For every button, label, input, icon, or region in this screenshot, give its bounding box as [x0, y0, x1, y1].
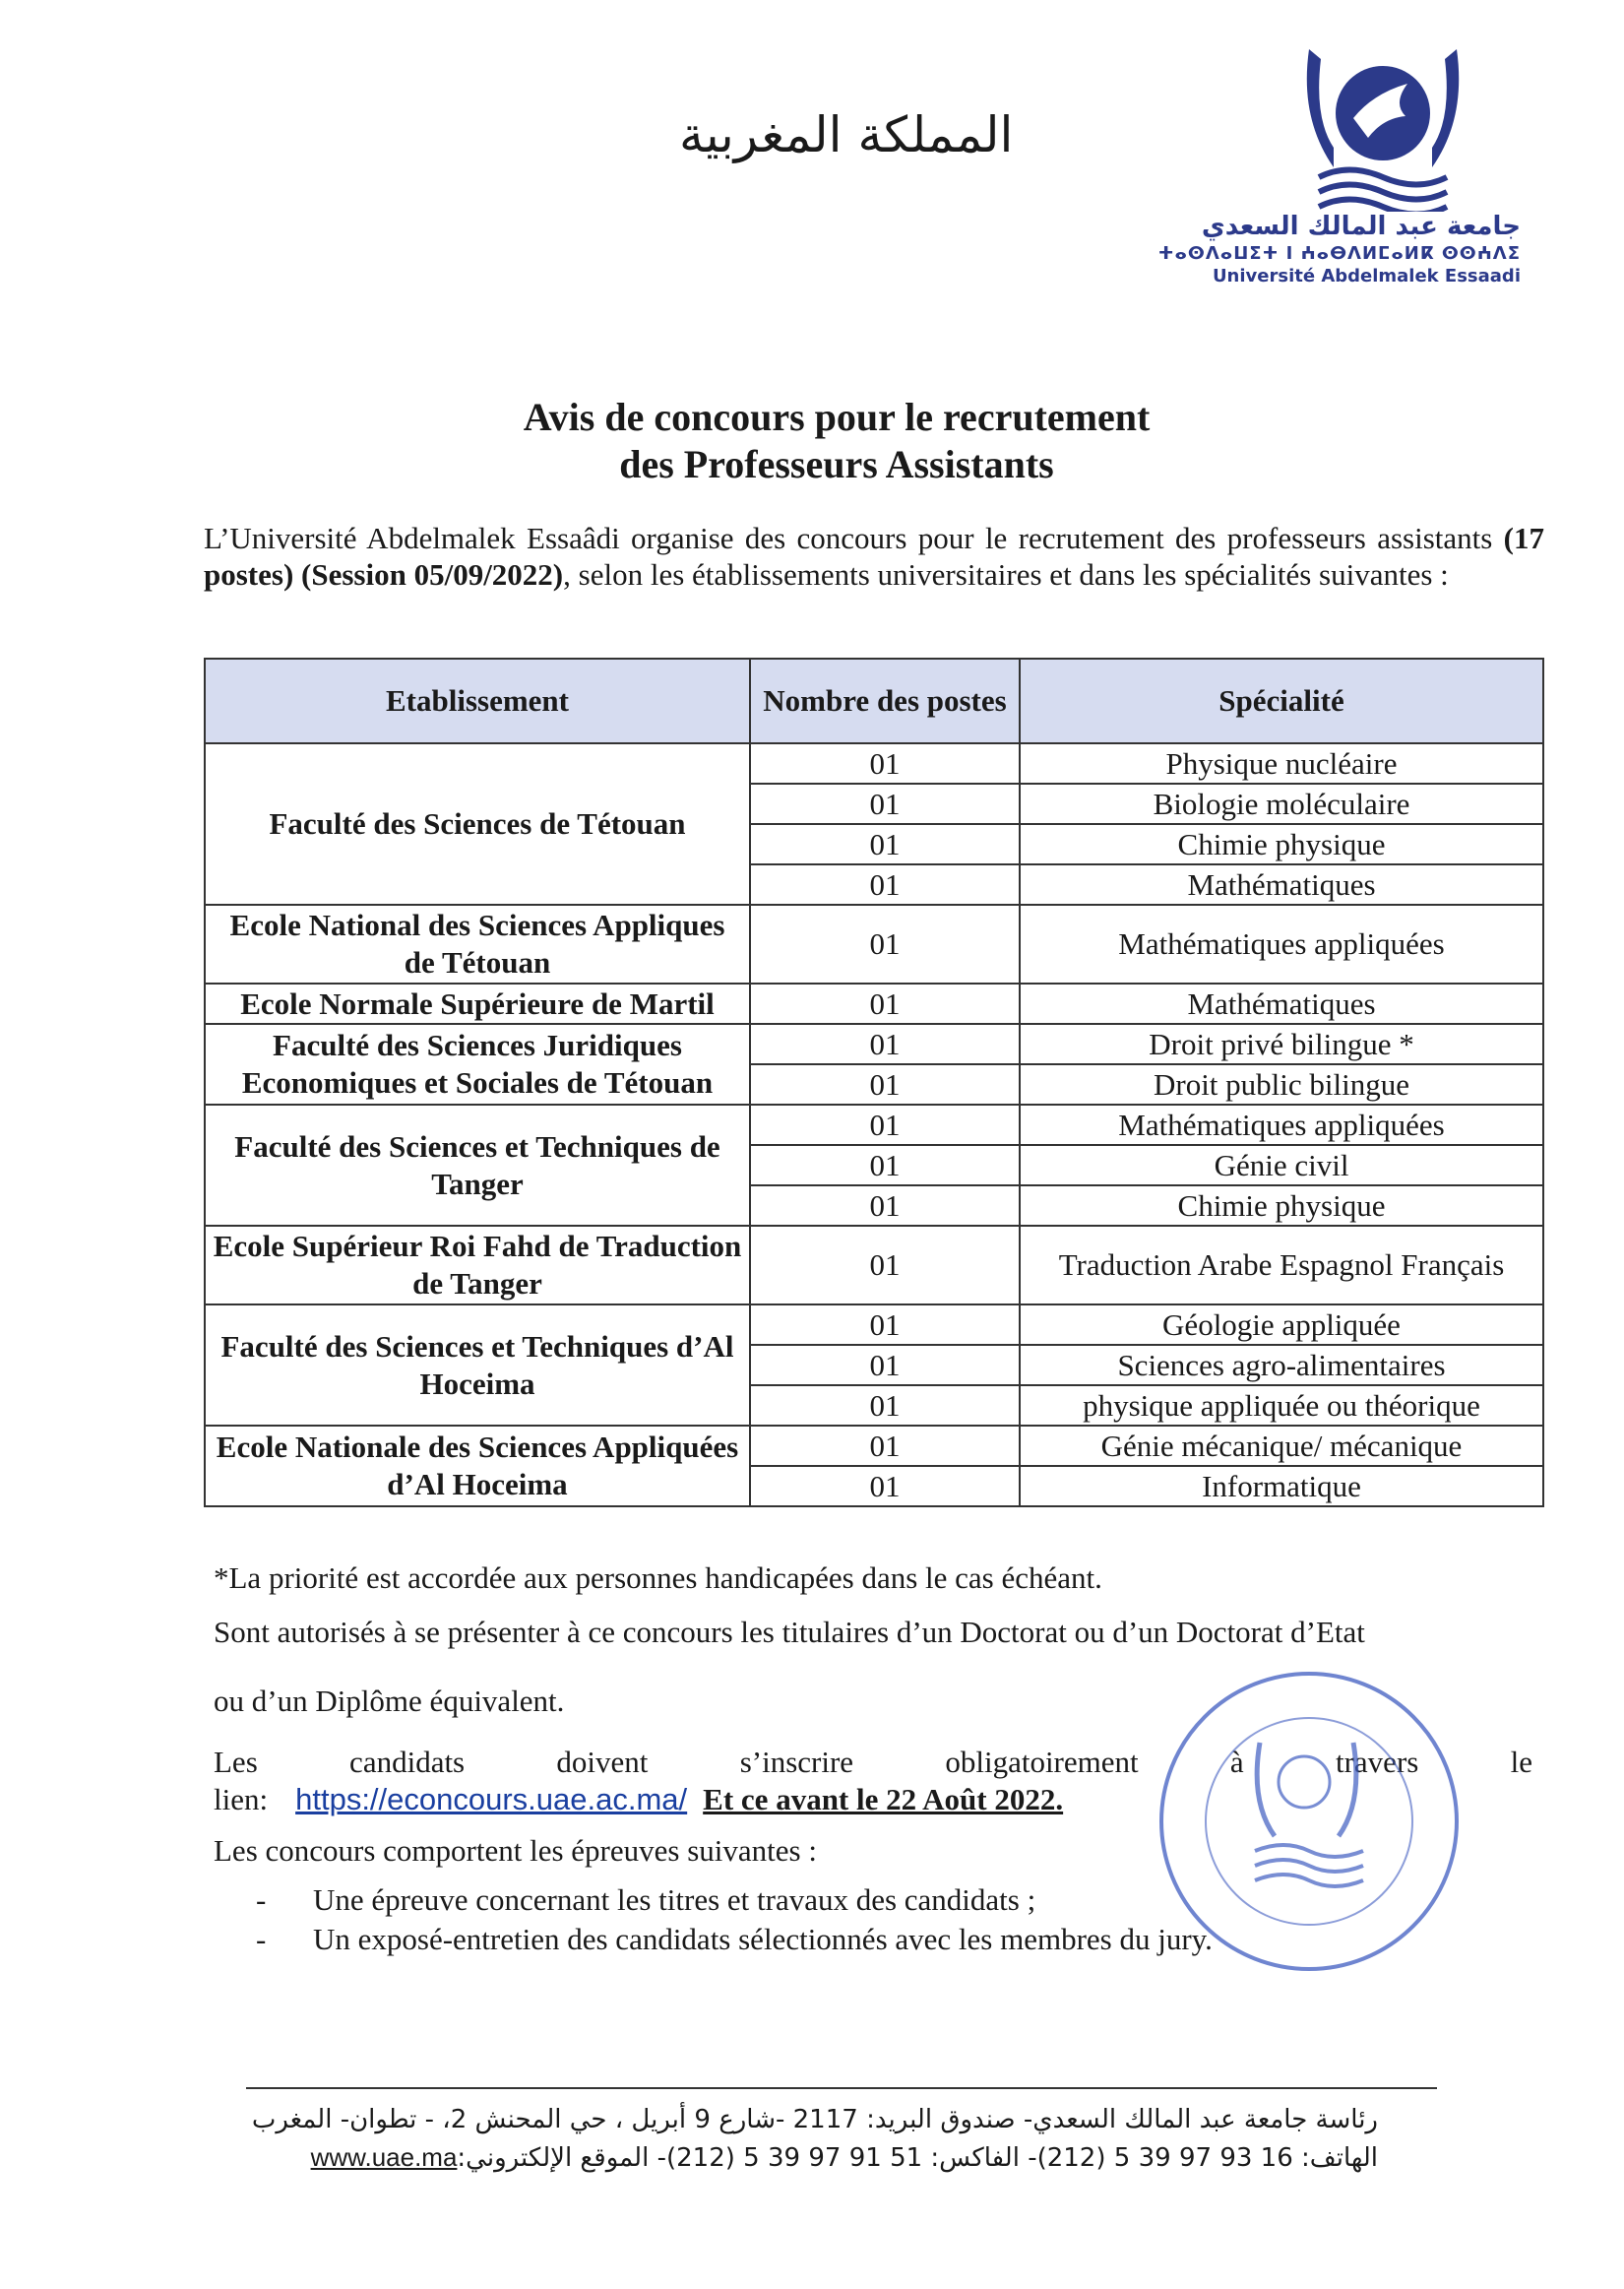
footer-address: رئاسة جامعة عبد المالك السعدي- صندوق البريد: 2117 -شارع 9 أبريل ، حي المحنش 2، - تطوان- المغرب: [251, 2105, 1378, 2134]
logo-arabic-name: جامعة عبد المالك السعدي: [1201, 212, 1521, 241]
logo-tifinagh-name: ⵜⴰⵙⴷⴰⵡⵉⵜ ⵏ ⵄⴰⴱⴷⵍⵎⴰⵍⴽ ⵙⵙⵄⴷⵉ: [1157, 243, 1521, 264]
intro-text-start: L’Université Abdelmalek Essaâdi organise des concours pour le recrutement des professeurs assistants: [204, 521, 1504, 555]
logo-french-name: Université Abdelmalek Essaadi: [1212, 266, 1521, 286]
specialite-cell: Mathématiques: [1020, 984, 1543, 1024]
page-title-line2: des Professeurs Assistants: [619, 442, 1054, 486]
specialite-cell: Mathématiques: [1020, 864, 1543, 905]
specialite-cell: Traduction Arabe Espagnol Français: [1020, 1226, 1543, 1304]
epreuves-intro: Les concours comportent les épreuves suivantes :: [214, 1833, 817, 1868]
specialite-cell: Mathématiques appliquées: [1020, 1105, 1543, 1145]
epreuves-list: [256, 1880, 1213, 1959]
specialite-cell: Génie mécanique/ mécanique: [1020, 1426, 1543, 1466]
footer-divider: [246, 2087, 1437, 2089]
specialite-cell: Chimie physique: [1020, 1185, 1543, 1226]
postes-cell: 01: [750, 864, 1020, 905]
specialite-cell: Chimie physique: [1020, 824, 1543, 864]
postes-cell: 01: [750, 1466, 1020, 1506]
postes-cell: 01: [750, 1185, 1020, 1226]
footer-phone-fax: الهاتف: 16 93 97 39 5 (212)- الفاكس: 51 91 97 39 5 (212)- الموقع الإلكتروني:: [457, 2143, 1378, 2173]
list-item: - Un exposé-entretien des candidats sélectionnés avec les membres du jury.: [256, 1920, 1213, 1959]
specialite-cell: physique appliquée ou théorique: [1020, 1385, 1543, 1426]
postes-cell: 01: [750, 905, 1020, 984]
official-stamp-icon: [1147, 1664, 1471, 1979]
postes-cell: 01: [750, 824, 1020, 864]
priority-note: *La priorité est accordée aux personnes handicapées dans le cas échéant.: [214, 1560, 1102, 1595]
positions-table: [204, 658, 1544, 1507]
footer-website-link[interactable]: www.uae.ma: [310, 2142, 458, 2172]
specialite-cell: Génie civil: [1020, 1145, 1543, 1185]
intro-text-end: , selon les établissements universitaires et dans les spécialités suivantes :: [563, 557, 1449, 592]
table-row: [205, 905, 1543, 984]
etablissement-cell: Ecole National des Sciences Appliques de Tétouan: [205, 905, 750, 984]
page-title-line1: Avis de concours pour le recrutement: [523, 395, 1151, 439]
etablissement-cell: Ecole Supérieur Roi Fahd de Traduction de Tanger: [205, 1226, 750, 1304]
specialite-cell: Sciences agro-alimentaires: [1020, 1345, 1543, 1385]
list-item: - Une épreuve concernant les titres et travaux des candidats ;: [256, 1880, 1213, 1920]
header-specialite: Spécialité: [1020, 659, 1543, 743]
table-row: [205, 1105, 1543, 1145]
postes-cell: 01: [750, 1024, 1020, 1064]
postes-cell: 01: [750, 1064, 1020, 1105]
registration-text: Les candidats doivent s’inscrire obligatoirement à travers le: [214, 1745, 1532, 1779]
etablissement-cell: Faculté des Sciences de Tétouan: [205, 743, 750, 905]
specialite-cell: Géologie appliquée: [1020, 1304, 1543, 1345]
eligibility-text-cont: ou d’un Diplôme équivalent.: [214, 1684, 565, 1718]
table-row: [205, 743, 1543, 784]
postes-cell: 01: [750, 784, 1020, 824]
etablissement-cell: Faculté des Sciences et Techniques d’Al Hoceima: [205, 1304, 750, 1426]
specialite-cell: Droit privé bilingue *: [1020, 1024, 1543, 1064]
session-date: (Session 05/09/2022): [301, 557, 564, 592]
eligibility-text: Sont autorisés à se présenter à ce concours les titulaires d’un Doctorat ou d’un Doctorat d’Etat: [214, 1615, 1365, 1649]
postes-cell: 01: [750, 1105, 1020, 1145]
postes-cell: 01: [750, 1226, 1020, 1304]
table-row: [205, 1426, 1543, 1466]
specialite-cell: Droit public bilingue: [1020, 1064, 1543, 1105]
postes-cell: 01: [750, 984, 1020, 1024]
lien-label: lien:: [214, 1782, 269, 1816]
etablissement-cell: Ecole Nationale des Sciences Appliquées d’Al Hoceima: [205, 1426, 750, 1506]
postes-cell: 01: [750, 1304, 1020, 1345]
econcours-link[interactable]: https://econcours.uae.ac.ma/: [295, 1782, 688, 1816]
postes-count: (17 postes): [204, 521, 1544, 592]
header-etablissement: Etablissement: [205, 659, 750, 743]
etablissement-cell: Faculté des Sciences Juridiques Economiques et Sociales de Tétouan: [205, 1024, 750, 1105]
deadline-text: Et ce avant le 22 Août 2022.: [703, 1782, 1064, 1816]
university-logo: [1157, 39, 1530, 286]
kingdom-header: المملكة المغربية: [679, 106, 1014, 163]
registration-link-line: [214, 1782, 1063, 1817]
etablissement-cell: Faculté des Sciences et Techniques de Tanger: [205, 1105, 750, 1226]
etablissement-cell: Ecole Normale Supérieure de Martil: [205, 984, 750, 1024]
postes-cell: 01: [750, 1385, 1020, 1426]
postes-cell: 01: [750, 1426, 1020, 1466]
postes-cell: 01: [750, 1345, 1020, 1385]
table-row: [205, 1226, 1543, 1304]
table-row: [205, 1304, 1543, 1345]
specialite-cell: Mathématiques appliquées: [1020, 905, 1543, 984]
university-emblem-icon: [1289, 39, 1476, 212]
intro-paragraph: [204, 520, 1544, 593]
postes-cell: 01: [750, 743, 1020, 784]
table-header-row: [205, 659, 1543, 743]
specialite-cell: Physique nucléaire: [1020, 743, 1543, 784]
postes-cell: 01: [750, 1145, 1020, 1185]
specialite-cell: Informatique: [1020, 1466, 1543, 1506]
table-row: [205, 1024, 1543, 1064]
table-row: [205, 984, 1543, 1024]
footer-contact: [311, 2142, 1378, 2173]
specialite-cell: Biologie moléculaire: [1020, 784, 1543, 824]
header-nombre-postes: Nombre des postes: [750, 659, 1020, 743]
